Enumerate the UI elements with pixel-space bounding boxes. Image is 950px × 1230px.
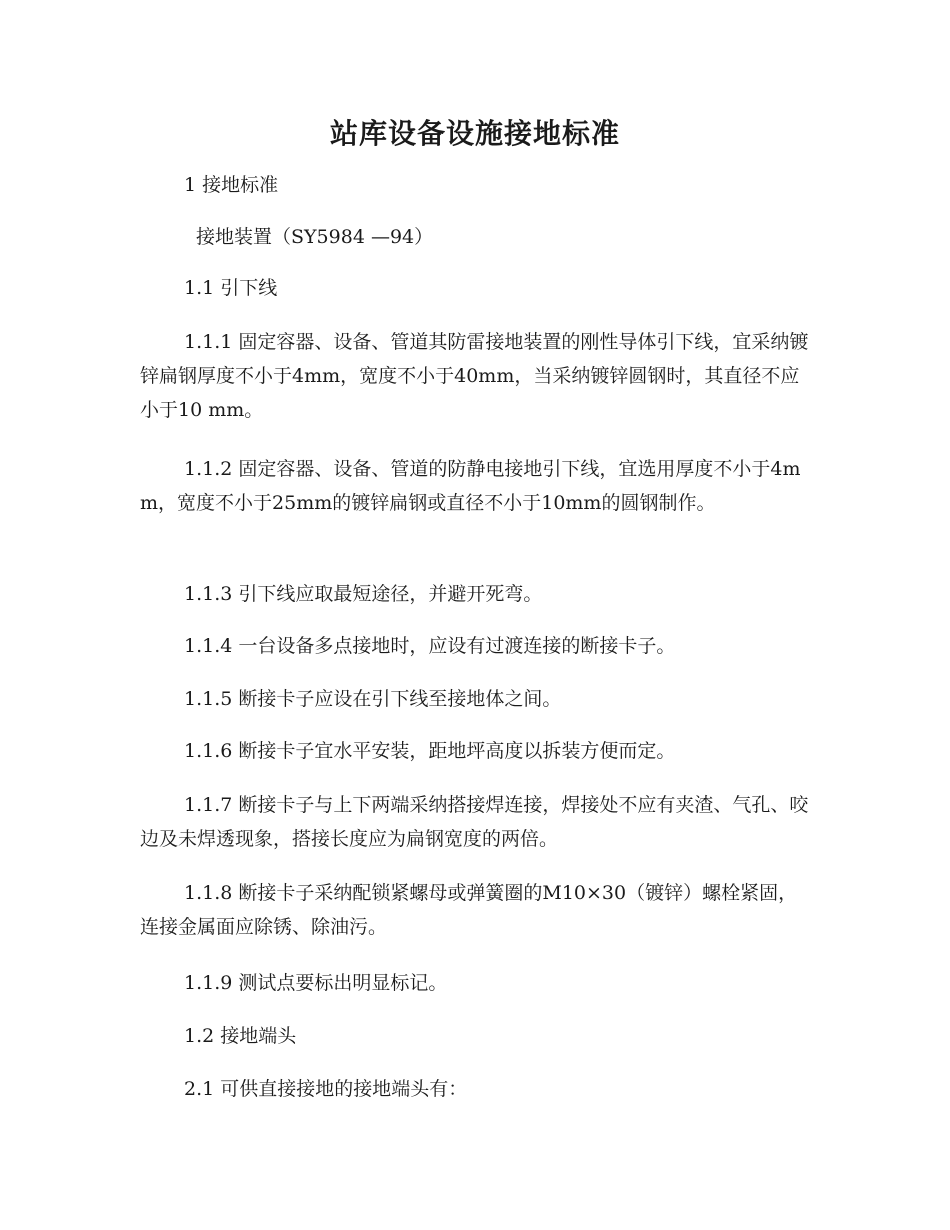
paragraph-section-1-2: 1.2 接地端头 [184, 1025, 297, 1047]
paragraph-1-1-8: 1.1.8 断接卡子采纳配锁紧螺母或弹簧圈的M10×30（镀锌）螺栓紧固，连接金属面应除锈、除油污。 [140, 882, 798, 938]
paragraph-1-1-6: 1.1.6 断接卡子宜水平安装，距地坪高度以拆装方便而定。 [184, 740, 676, 762]
paragraph-grounding-device: 接地装置（SY5984 —94） [196, 226, 434, 248]
paragraph-1-1-3: 1.1.3 引下线应取最短途径，并避开死弯。 [184, 583, 543, 605]
paragraph-2-1: 2.1 可供直接接地的接地端头有： [184, 1078, 468, 1100]
paragraph-1-1-5: 1.1.5 断接卡子应设在引下线至接地体之间。 [184, 688, 562, 710]
paragraph-section-1: 1 接地标准 [184, 174, 279, 196]
paragraph-1-1-1: 1.1.1 固定容器、设备、管道其防雷接地装置的刚性导体引下线，宜采纳镀锌扁钢厚度不小于4mm，宽度不小于40mm，当采纳镀锌圆钢时，其直径不应小于10 mm。 [140, 331, 809, 421]
document-title: 站库设备设施接地标准 [329, 117, 620, 150]
paragraph-1-1-2: 1.1.2 固定容器、设备、管道的防静电接地引下线，宜选用厚度不小于4mm，宽度不小于25mm的镀锌扁钢或直径不小于10mm的圆钢制作。 [140, 458, 801, 514]
paragraph-1-1-7: 1.1.7 断接卡子与上下两端采纳搭接焊连接，焊接处不应有夹渣、气孔、咬边及未焊透现象，搭接长度应为扁钢宽度的两倍。 [140, 794, 809, 850]
paragraph-1-1-9: 1.1.9 测试点要标出明显标记。 [184, 972, 448, 994]
paragraph-section-1-1: 1.1 引下线 [184, 277, 278, 299]
paragraph-1-1-4: 1.1.4 一台设备多点接地时，应设有过渡连接的断接卡子。 [184, 635, 676, 657]
